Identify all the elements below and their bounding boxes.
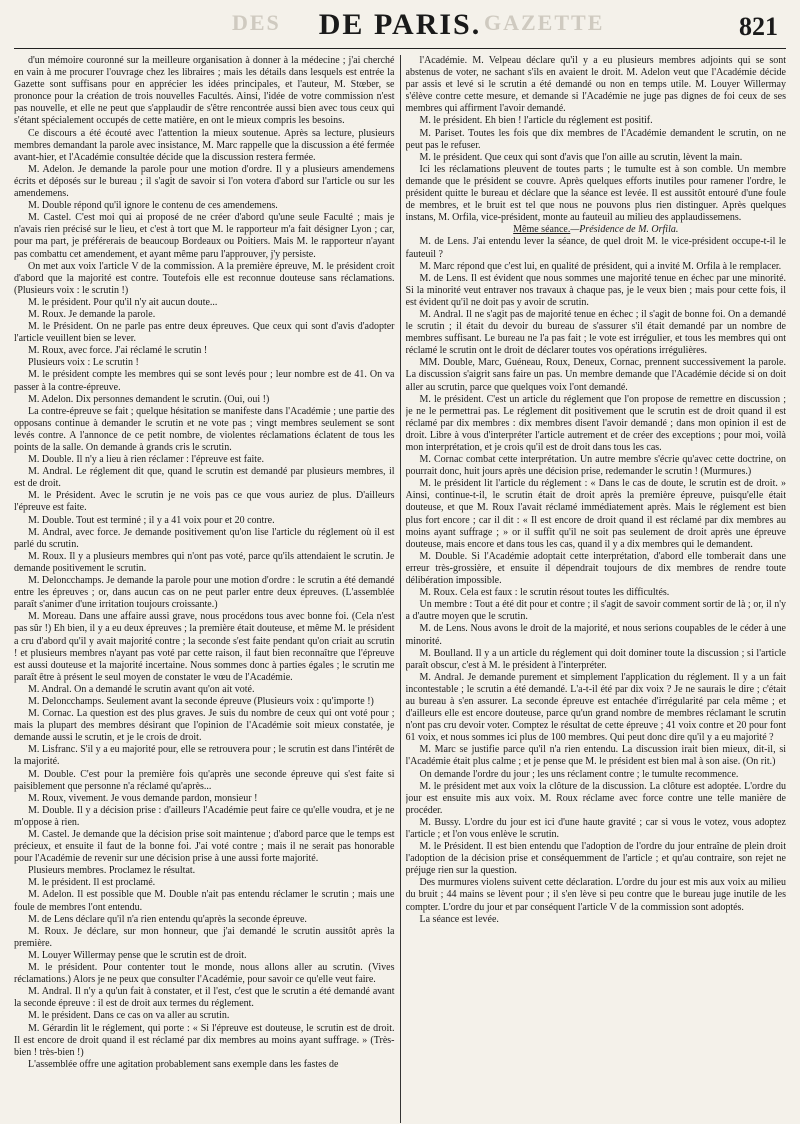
text-columns <box>14 55 786 1123</box>
paragraph: M. Cornac. La question est des plus graves. Je suis du nombre de ceux qui ont voté pour ; mais la plupart des membres désirant que l'opinion de l'Académie soit mieux constatée, je demande aussi le scrutin, et je le crois de droit. <box>14 708 395 744</box>
paragraph: M. Louyer Willermay pense que le scrutin est de droit. <box>28 949 247 961</box>
masthead-bleed-through: DES <box>232 10 281 35</box>
paragraph: M. de Lens. J'ai entendu lever la séance, de quel droit M. le vice-président occupe-t-il le fauteuil ? <box>405 236 786 260</box>
paragraph: M. Double. Tout est terminé ; il y a 41 voix pour et 20 contre. <box>28 514 275 526</box>
left-column <box>14 55 395 1123</box>
paragraph: M. le président. C'est un article du réglement que l'on propose de remettre en discussion ; je ne le permettrai pas. Le réglement dit positivement que le scrutin est de droit quand il est réclamé par dix membres : dix membres disent l'avoir demandé ; dans mon opinion il est de droit. Libre à vous d'interpréter l'article autrement et de créer des exceptions ; pour moi, voilà mon interprétation, et je crois qu'il est de droit dans tous les cas. <box>405 393 786 453</box>
column-rule <box>400 55 401 1123</box>
paragraph: M. le Président. On ne parle pas entre deux épreuves. Que ceux qui sont d'avis d'adopter l'article veuillent bien se lever. <box>14 321 395 345</box>
paragraph: La séance est levée. <box>419 913 499 925</box>
paragraph: M. Roux. Je demande la parole. <box>28 308 156 320</box>
paragraph: M. Andral. Il n'y a qu'un fait à constater, et il l'est, c'est que le scrutin a été demandé avant la seconde épreuve : il est de droit aux termes du réglement. <box>14 986 395 1010</box>
paragraph: M. de Lens déclare qu'il n'a rien entendu qu'après la seconde épreuve. <box>28 913 307 925</box>
paragraph: M. le président. Eh bien ! l'article du réglement est positif. <box>419 115 653 127</box>
paragraph: Ici les réclamations pleuvent de toutes parts ; le tumulte est à son comble. Un membre demande que le président se couvre. Après quelques efforts inutiles pour ramener l'ordre, le président quitte le bureau et déclare que la séance est levée. Il est aussitôt entouré d'une foule de membres, et le bruit est tel que nous ne pouvons plus rien distinguer. Après quelques instans, M. Orfila, vice-président, monte au fauteuil au milieu des applaudissemens. <box>405 163 786 224</box>
paragraph: M. Roux, vivement. Je vous demande pardon, monsieur ! <box>28 792 258 804</box>
paragraph: M. Marc répond que c'est lui, en qualité de président, qui a invité M. Orfila à le remplacer. <box>419 260 782 272</box>
paragraph: d'un mémoire couronné sur la meilleure organisation à donner à la médecine ; j'ai cherché en vain à me procurer l'ouvrage chez les libraires ; mais les détails dans lesquels est entrée la Gazette sont suffisans pour en apprécier les idées principales, et l'auteur, M. Stœber, se prononce pour la création de trois nouvelles Facultés. Ainsi, l'idée de votre commission n'est pas nouvelle, et elle ne peut que s'applaudir de s'être rencontrée aussi bien avec tous ceux qui s'étant spécialement occupés de cette matière, en ont le mieux compris les besoins. <box>14 55 395 127</box>
paragraph: M. Pariset. Toutes les fois que dix membres de l'Académie demandent le scrutin, on ne peut pas le refuser. <box>405 127 786 151</box>
paragraph: M. Roux. Cela est faux : le scrutin résout toutes les difficultés. <box>419 587 670 599</box>
paragraph: Des murmures violens suivent cette déclaration. L'ordre du jour est mis aux voix au milieu du bruit ; 44 mains se lèvent pour ; il s'en lève si peu contre que le bureau juge inutile de les compter. L'ordre du jour et par conséquent l'article V de la commission sont adoptés. <box>405 877 786 913</box>
paragraph: M. Andral, avec force. Je demande positivement qu'on lise l'article du réglement où il est parlé du scrutin. <box>14 526 395 550</box>
paragraph: M. Castel. Je demande que la décision prise soit maintenue ; d'abord parce que le temps est précieux, et ensuite il faut de la bonne foi. J'ai voté contre ; mais il ne serait pas honorable pour l'Académie de revenir sur une décision prise à une aussi forte majorité. <box>14 829 395 865</box>
paragraph: M. le Président. Avec le scrutin je ne vois pas ce que vous auriez de plus. D'ailleurs l'épreuve est faite. <box>14 490 395 514</box>
paragraph: Un membre : Tout a été dit pour et contre ; il s'agit de savoir comment sortir de là ; or, il n'y a d'autre moyen que le scrutin. <box>405 599 786 623</box>
paragraph: M. le président lit l'article du réglement : « Dans le cas de doute, le scrutin est de droit. » Ainsi, continue-t-il, le scrutin était de droit après la première épreuve, puisqu'elle était douteuse, et que M. Roux l'avait réclamé immédiatement après. Mais le réglement est bien plus fort encore ; car il dit : « Il est encore de droit quand il est réclamé par dix membres au moins ayant suffrage ; » or il suffit qu'il ne soit pas seulement de droit après une épreuve douteuse, mais encore et dans tous les cas, quand il y a dix membres qui le demandent. <box>405 478 786 550</box>
page-title: DE PARIS. <box>318 8 482 41</box>
paragraph: M. de Lens. Il est évident que nous sommes une majorité tenue en échec par une minorité. Si la minorité veut entraver nos travaux à chaque pas, je le veux bien ; mais pour cette fois, il est évident qu'il ne doit pas y avoir de scrutin. <box>405 272 786 308</box>
paragraph: M. Andral. Il ne s'agit pas de majorité tenue en échec ; il s'agit de bonne foi. On a demandé le scrutin ; il était du devoir du bureau de s'assurer s'il était demandé par un nombre de membres suffisant. Le bureau ne l'a pas fait ; le vote est irrégulier, et tous les membres qui ont réclamé le scrutin ont le droit de déclarer toutes vos opérations irrégulières. <box>405 308 786 357</box>
paragraph: M. Double. Si l'Académie adoptait cette interprétation, d'abord elle tomberait dans une erreur très-grossière, et ensuite il dépendrait toujours de dix membres de rendre toute délibération impossible. <box>405 550 786 587</box>
paragraph: M. Cornac combat cette interprétation. Un autre membre s'écrie qu'avec cette doctrine, on pourrait donc, huit jours après une décision prise, redemander le scrutin ! (Murmures.) <box>405 454 786 478</box>
paragraph: M. Andral. Le réglement dit que, quand le scrutin est demandé par plusieurs membres, il est de droit. <box>14 466 395 490</box>
paragraph: M. Bussy. L'ordre du jour est ici d'une haute gravité ; car si vous le votez, vous adoptez l'article ; et l'on vous enlève le scrutin. <box>405 816 786 840</box>
masthead-bleed-through-right: GAZETTE <box>484 10 605 35</box>
paragraph: La contre-épreuve se fait ; quelque hésitation se manifeste dans l'Académie ; une partie des opposans continue à demander le scrutin et ne vote pas ; vingt membres seulement se sont levés contre. A l'annonce de ce petit nombre, de violentes réclamations éclatent de tous les points de la salle. On demande à grands cris le scrutin. <box>14 405 395 453</box>
paragraph: M. Andral. On a demandé le scrutin avant qu'on ait voté. <box>28 683 255 695</box>
paragraph: M. Boulland. Il y a un article du réglement qui doit dominer toute la discussion ; si l'article paraît obscur, c'est à M. le président à l'interpréter. <box>405 647 786 671</box>
paragraph: Ce discours a été écouté avec l'attention la mieux soutenue. Après sa lecture, plusieurs membres demandant la parole avec insistance, M. Marc rappelle que la discussion a été fermée avant-hier, et l'Académie consultée décide que la discussion restera fermée. <box>14 127 395 163</box>
paragraph: M. de Lens. Nous avons le droit de la majorité, et nous serions coupables de le céder à une minorité. <box>405 623 786 647</box>
masthead <box>14 4 786 49</box>
paragraph: l'Académie. M. Velpeau déclare qu'il y a eu plusieurs membres adjoints qui se sont abstenus de voter, ne sachant s'ils en avaient le droit. M. Adelon veut que l'Académie décide par assis et levé si le scrutin a été demandé ou non en temps utile. M. Louyer Willermay s'élève contre cette mesure, et demande si l'Académie ne juge pas dignes de foi ceux de ses membres qui affirment l'avoir demandé. <box>405 55 786 115</box>
paragraph: On met aux voix l'article V de la commission. A la première épreuve, M. le président croit d'abord que la majorité est contre. Toutefois elle est reconnue douteuse sans réclamations. (Plusieurs voix : le scrutin !) <box>14 260 395 296</box>
paragraph: M. Moreau. Dans une affaire aussi grave, nous procédons tous avec bonne foi. (Cela n'est pas sûr !) Eh bien, il y a eu deux épreuves ; la première était douteuse, et même M. le président a cru d'abord qu'il y avait majorité contre ; la seconde s'est faite pendant qu'on criait au scrutin ! et plusieurs membres n'ayant pas voté par cette raison, il faut bien reconnaître que l'épreuve est aussi douteuse et la majorité incertaine. Nous sommes donc à parties égales ; le scrutin me paraît être à présent le seul moyen de constater le vœu de l'Académie. <box>14 611 395 683</box>
paragraph: M. Double. Il n'y a lieu à rien réclamer : l'épreuve est faite. <box>28 454 265 466</box>
paragraph: M. Deloncchamps. Seulement avant la seconde épreuve (Plusieurs voix : qu'importe !) <box>28 695 374 707</box>
paragraph: M. le président. Pour contenter tout le monde, nous allons aller au scrutin. (Vives réclamations.) Alors je ne peux que consulter l'Académie, pour savoir ce qu'elle veut faire. <box>14 962 395 986</box>
paragraph: M. Adelon. Dix personnes demandent le scrutin. (Oui, oui !) <box>28 393 270 405</box>
right-column-upper <box>406 55 787 224</box>
paragraph: M. le président compte les membres qui se sont levés pour ; leur nombre est de 41. On va passer à la contre-épreuve. <box>14 369 395 393</box>
paragraph: M. Gérardin lit le réglement, qui porte : « Si l'épreuve est douteuse, le scrutin est de droit. Il est encore de droit quand il est réclamé par dix membres au moins ayant suffrage. » (Très-bien ! très-bien !) <box>14 1022 395 1058</box>
paragraph: M. Deloncchamps. Je demande la parole pour une motion d'ordre : le scrutin a été demandé entre les épreuves ; or, dans aucun cas on ne peut parler entre deux épreuves. (L'assemblée paraît s'animer d'une irritation toujours croissante.) <box>14 575 395 611</box>
paragraph: M. Castel. C'est moi qui ai proposé de ne créer d'abord qu'une seule Faculté ; mais je n'avais rien précisé sur le lieu, et c'est à tort que M. le rapporteur m'a fait désigner Lyon ; car, pour ma part, je préférerais de beaucoup Bordeaux ou Poitiers. Mais M. le rapporteur n'ayant pas combattu cet amendement, et ayant même paru l'approuver, j'y persiste. <box>14 212 395 260</box>
paragraph: M. Adelon. Je demande la parole pour une motion d'ordre. Il y a plusieurs amendemens écrits et déposés sur le bureau ; il s'agit de savoir si l'on votera d'abord sur l'article ou sur les amendemens. <box>14 163 395 200</box>
paragraph: Plusieurs voix : Le scrutin ! <box>28 357 139 369</box>
page-number: 821 <box>739 12 778 41</box>
paragraph: M. le président. Pour qu'il n'y ait aucun doute... <box>28 296 218 308</box>
paragraph: M. Double. Il y a décision prise : d'ailleurs l'Académie peut faire ce qu'elle voudra, et je ne m'oppose à rien. <box>14 804 395 828</box>
paragraph: M. Roux. Je déclare, sur mon honneur, que j'ai demandé le scrutin aussitôt après la première. <box>14 925 395 949</box>
paragraph: On demande l'ordre du jour ; les uns réclament contre ; le tumulte recommence. <box>419 768 739 780</box>
paragraph: M. le président met aux voix la clôture de la discussion. La clôture est adoptée. L'ordre du jour est ensuite mis aux voix. M. Roux réclame avec force contre une telle manière de procéder. <box>405 780 786 816</box>
paragraph: M. le Président. Il est bien entendu que l'adoption de l'ordre du jour entraîne de plein droit l'adoption de la décision prise et conséquemment de l'article ; et qu'au contraire, son rejet ne préjuge rien sur la question. <box>405 841 786 877</box>
paragraph: M. Marc se justifie parce qu'il n'a rien entendu. La discussion irait bien mieux, dit-il, si l'Académie était plus calme ; et je pense que M. le président est bien mal à son aise. (On rit.) <box>405 744 786 768</box>
paragraph: M. le président. Dans ce cas on va aller au scrutin. <box>28 1010 230 1022</box>
paragraph: M. Double répond qu'il ignore le contenu de ces amendemens. <box>28 200 278 212</box>
paragraph: M. Double. C'est pour la première fois qu'après une seconde épreuve qui s'est faite si paisiblement que personne n'a réclamé qu'après... <box>14 768 395 792</box>
section-heading: Même séance.—Présidence de M. Orfila. <box>513 224 679 236</box>
right-column <box>406 55 787 1123</box>
paragraph: M. Lisfranc. S'il y a eu majorité pour, elle se retrouvera pour ; le scrutin est dans l'intérêt de la majorité. <box>14 744 395 768</box>
paragraph: L'assemblée offre une agitation probablement sans exemple dans les fastes de <box>28 1058 339 1070</box>
paragraph: M. le président. Que ceux qui sont d'avis que l'on aille au scrutin, lèvent la main. <box>419 151 743 163</box>
right-column-lower <box>406 236 787 925</box>
paragraph: M. Roux. Il y a plusieurs membres qui n'ont pas voté, parce qu'ils attendaient le scrutin. Je demande positivement le scrutin. <box>14 550 395 574</box>
paragraph: M. Adelon. Il est possible que M. Double n'ait pas entendu réclamer le scrutin ; mais une foule de membres l'ont entendu. <box>14 889 395 913</box>
paragraph: M. le président. Il est proclamé. <box>28 877 156 889</box>
paragraph: M. Roux, avec force. J'ai réclamé le scrutin ! <box>28 345 208 357</box>
paragraph: MM. Double, Marc, Guéneau, Roux, Deneux, Cornac, prennent successivement la parole. La discussion s'aigrit sans faire un pas. Un membre demande que l'Académie décide si on doit aller au scrutin, parce que quelques voix l'ont demandé. <box>405 357 786 393</box>
paragraph: M. Andral. Je demande purement et simplement l'application du réglement. Il y a un fait incontestable ; le scrutin a été demandé. L'a-t-il été par dix voix ? Je ne saurais le dire ; c'était au bureau à s'en assurer. La seconde épreuve est entachée d'irrégularité par cela même ; et d'ailleurs elle est encore douteuse, parce qu'un grand nombre de membres réclamant le scrutin n'ont pas cru devoir voter. Comptez le résultat de cette épreuve ; 41 voix contre et 20 pour font 61 voix, et nous sommes ici plus de 100 membres. Qui peut donc dire qu'il y a eu majorité ? <box>405 671 786 744</box>
paragraph: Plusieurs membres. Proclamez le résultat. <box>28 865 196 877</box>
